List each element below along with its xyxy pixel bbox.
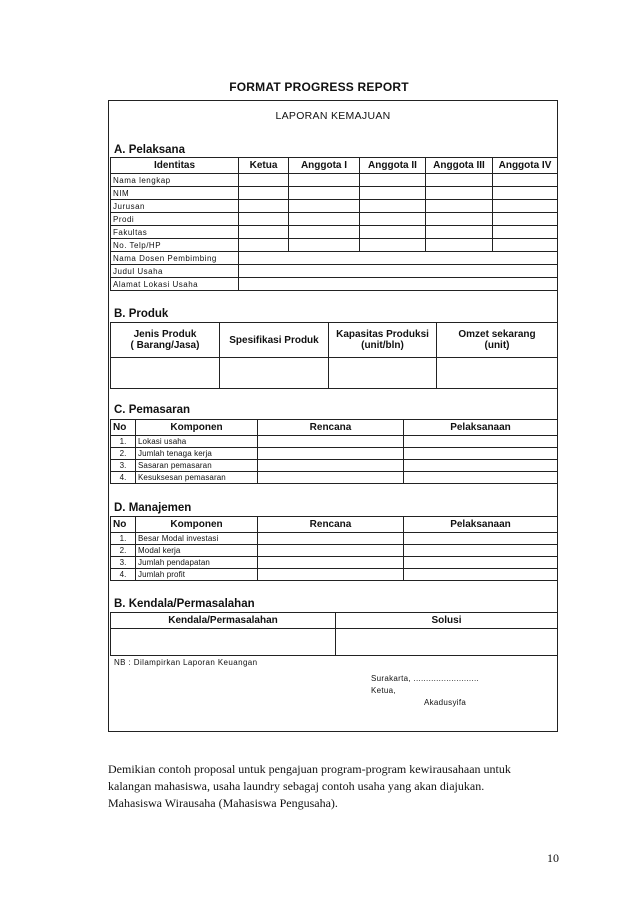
input-cell[interactable] <box>239 187 289 200</box>
input-cell[interactable] <box>258 569 404 581</box>
pemasaran-header-row <box>111 420 558 436</box>
nb-note: NB : Dilampirkan Laporan Keuangan <box>114 658 258 667</box>
input-cell[interactable] <box>111 358 220 389</box>
header-omzet-line1: Omzet sekarang <box>458 329 536 340</box>
input-cell[interactable] <box>360 226 426 239</box>
input-cell[interactable] <box>239 239 289 252</box>
kendala-header-row <box>111 613 558 629</box>
section-pemasaran-heading: C. Pemasaran <box>114 404 191 416</box>
closing-paragraph <box>108 761 558 812</box>
report-subtitle: LAPORAN KEMAJUAN <box>275 110 391 122</box>
header-pelaksanaan: Pelaksanaan <box>404 420 558 436</box>
input-cell[interactable] <box>289 213 360 226</box>
header-anggota-3: Anggota III <box>426 158 493 174</box>
header-rencana: Rencana <box>258 420 404 436</box>
table-row <box>111 213 558 226</box>
input-cell[interactable] <box>258 460 404 472</box>
table-row <box>111 252 558 265</box>
table-row <box>111 174 558 187</box>
input-cell[interactable] <box>360 174 426 187</box>
input-cell-merged[interactable] <box>239 252 558 265</box>
produk-header-row <box>111 323 558 358</box>
row-number: 4. <box>111 569 136 581</box>
input-cell[interactable] <box>404 545 558 557</box>
paragraph-line-3: Mahasiswa Wirausaha (Mahasiswa Pengusaha). <box>108 796 338 810</box>
header-omzet <box>437 323 558 358</box>
input-cell[interactable] <box>493 187 558 200</box>
table-row <box>111 358 558 389</box>
header-jenis-line2: ( Barang/Jasa) <box>130 340 200 351</box>
section-manajemen-heading: D. Manajemen <box>114 502 192 514</box>
header-anggota-1: Anggota I <box>289 158 360 174</box>
section-produk-heading: B. Produk <box>114 308 169 320</box>
pelaksana-table <box>110 157 558 291</box>
table-row <box>111 629 558 656</box>
header-jenis-line1: Jenis Produk <box>133 329 197 340</box>
section-kendala-heading: B. Kendala/Permasalahan <box>114 598 255 610</box>
input-cell[interactable] <box>220 358 329 389</box>
paragraph-line-1: Demikian contoh proposal untuk pengajuan program-program kewirausahaan untuk <box>108 762 511 776</box>
row-label: NIM <box>111 187 239 200</box>
input-cell[interactable] <box>426 187 493 200</box>
input-cell[interactable] <box>258 472 404 484</box>
header-identitas: Identitas <box>111 158 239 174</box>
row-label: Jurusan <box>111 200 239 213</box>
row-komponen: Jumlah pendapatan <box>136 557 258 569</box>
input-cell[interactable] <box>289 226 360 239</box>
input-cell[interactable] <box>289 174 360 187</box>
row-komponen: Jumlah tenaga kerja <box>136 448 258 460</box>
row-label: Nama lengkap <box>111 174 239 187</box>
header-omzet-line2: (unit) <box>484 340 510 351</box>
input-cell[interactable] <box>493 239 558 252</box>
input-cell[interactable] <box>404 472 558 484</box>
manajemen-header-row <box>111 517 558 533</box>
row-komponen: Jumlah profit <box>136 569 258 581</box>
input-cell[interactable] <box>426 226 493 239</box>
input-cell[interactable] <box>437 358 558 389</box>
header-kapasitas-line1: Kapasitas Produksi <box>336 329 429 340</box>
input-cell[interactable] <box>289 187 360 200</box>
signer-role: Ketua, <box>371 686 396 695</box>
header-anggota-4: Anggota IV <box>493 158 558 174</box>
table-row <box>111 448 558 460</box>
input-cell[interactable] <box>426 239 493 252</box>
table-row <box>111 265 558 278</box>
header-no: No <box>111 420 136 436</box>
input-cell[interactable] <box>258 533 404 545</box>
table-row <box>111 278 558 291</box>
input-cell[interactable] <box>493 174 558 187</box>
row-number: 3. <box>111 557 136 569</box>
header-kapasitas-line2: (unit/bln) <box>361 340 404 351</box>
input-cell[interactable] <box>493 213 558 226</box>
input-cell[interactable] <box>404 436 558 448</box>
table-row <box>111 545 558 557</box>
kendala-table <box>110 612 558 656</box>
header-pelaksanaan: Pelaksanaan <box>404 517 558 533</box>
row-komponen: Modal kerja <box>136 545 258 557</box>
row-komponen: Kesuksesan pemasaran <box>136 472 258 484</box>
pemasaran-table <box>110 419 558 484</box>
row-number: 1. <box>111 436 136 448</box>
input-cell[interactable] <box>360 239 426 252</box>
input-cell[interactable] <box>426 213 493 226</box>
input-cell[interactable] <box>493 226 558 239</box>
row-number: 4. <box>111 472 136 484</box>
table-row <box>111 569 558 581</box>
header-kendala: Kendala/Permasalahan <box>111 613 336 629</box>
header-solusi: Solusi <box>336 613 558 629</box>
input-cell[interactable] <box>404 569 558 581</box>
input-cell[interactable] <box>360 213 426 226</box>
input-cell[interactable] <box>493 200 558 213</box>
row-label: Prodi <box>111 213 239 226</box>
header-komponen: Komponen <box>136 420 258 436</box>
input-cell[interactable] <box>239 226 289 239</box>
table-row <box>111 226 558 239</box>
input-cell[interactable] <box>239 174 289 187</box>
input-cell[interactable] <box>289 200 360 213</box>
row-number: 1. <box>111 533 136 545</box>
input-cell[interactable] <box>426 200 493 213</box>
row-label: Judul Usaha <box>111 265 239 278</box>
table-row <box>111 436 558 448</box>
row-label: No. Telp/HP <box>111 239 239 252</box>
row-komponen: Sasaran pemasaran <box>136 460 258 472</box>
row-number: 2. <box>111 545 136 557</box>
header-kapasitas-produksi <box>329 323 437 358</box>
input-cell[interactable] <box>329 358 437 389</box>
header-jenis-produk <box>111 323 220 358</box>
input-cell[interactable] <box>404 557 558 569</box>
input-cell[interactable] <box>426 174 493 187</box>
input-cell[interactable] <box>258 557 404 569</box>
header-anggota-2: Anggota II <box>360 158 426 174</box>
table-row <box>111 187 558 200</box>
pelaksana-header-row <box>111 158 558 174</box>
signer-name: Akadusyifa <box>424 698 467 707</box>
paragraph-line-2: kalangan mahasiswa, usaha laundry sebagaj contoh usaha yang akan diajukan. <box>108 779 485 793</box>
input-cell[interactable] <box>111 629 336 656</box>
input-cell[interactable] <box>258 448 404 460</box>
table-row <box>111 239 558 252</box>
row-label: Alamat Lokasi Usaha <box>111 278 239 291</box>
header-spesifikasi-produk: Spesifikasi Produk <box>220 323 329 358</box>
table-row <box>111 460 558 472</box>
table-row <box>111 472 558 484</box>
row-label: Fakultas <box>111 226 239 239</box>
input-cell[interactable] <box>404 533 558 545</box>
page-number: 10 <box>547 851 559 865</box>
input-cell[interactable] <box>258 436 404 448</box>
input-cell[interactable] <box>360 200 426 213</box>
input-cell[interactable] <box>336 629 558 656</box>
produk-table <box>110 322 558 389</box>
table-row <box>111 200 558 213</box>
row-label: Nama Dosen Pembimbing <box>111 252 239 265</box>
input-cell[interactable] <box>404 448 558 460</box>
input-cell-merged[interactable] <box>239 278 558 291</box>
manajemen-table <box>110 516 558 581</box>
place-date: Surakarta, .......................... <box>371 674 480 683</box>
input-cell[interactable] <box>258 545 404 557</box>
header-ketua: Ketua <box>239 158 289 174</box>
table-row <box>111 533 558 545</box>
header-no: No <box>111 517 136 533</box>
input-cell[interactable] <box>289 239 360 252</box>
document-title: FORMAT PROGRESS REPORT <box>229 80 409 94</box>
table-row <box>111 557 558 569</box>
input-cell-merged[interactable] <box>239 265 558 278</box>
section-pelaksana-heading: A. Pelaksana <box>114 144 185 156</box>
input-cell[interactable] <box>239 213 289 226</box>
row-number: 3. <box>111 460 136 472</box>
row-number: 2. <box>111 448 136 460</box>
header-komponen: Komponen <box>136 517 258 533</box>
input-cell[interactable] <box>239 200 289 213</box>
row-komponen: Besar Modal investasi <box>136 533 258 545</box>
input-cell[interactable] <box>404 460 558 472</box>
input-cell[interactable] <box>360 187 426 200</box>
row-komponen: Lokasi usaha <box>136 436 258 448</box>
header-rencana: Rencana <box>258 517 404 533</box>
